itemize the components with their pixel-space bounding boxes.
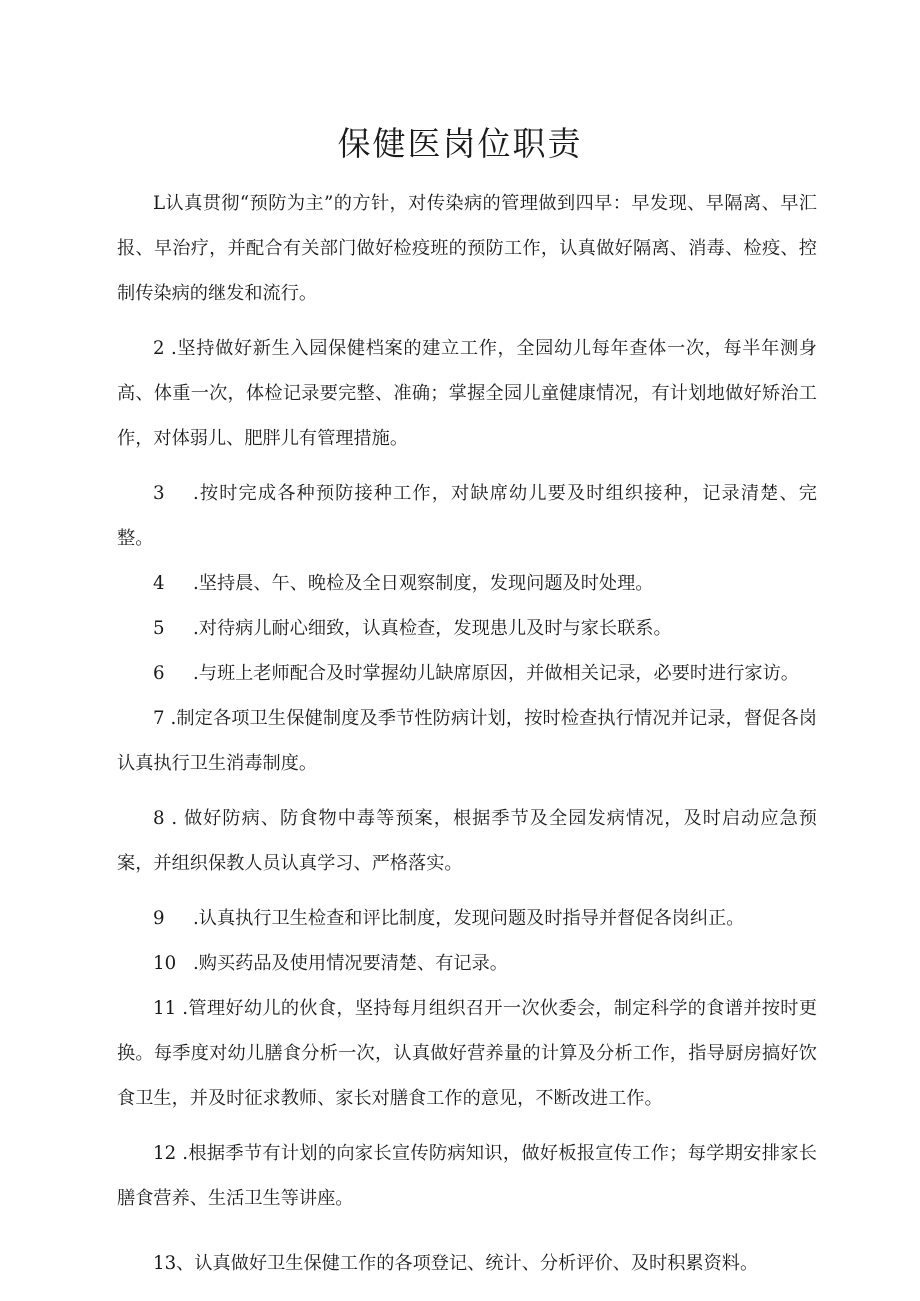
list-item: [117, 896, 817, 941]
list-item: [117, 606, 817, 651]
item-number: 8: [153, 808, 165, 829]
item-number: 12: [153, 1143, 177, 1164]
item-text: 认真贯彻“预防为主”的方针，对传染病的管理做到四早：早发现、早隔离、早汇报、早治疗，并配合有关部门做好检疫班的预防工作，认真做好隔离、消毒、检疫、控制传染病的继发和流行。: [117, 193, 817, 304]
item-text: .购买药品及使用情况要清楚、有记录。: [193, 953, 508, 974]
document-body: [117, 181, 817, 1286]
page-title: 保健医岗位职责: [337, 124, 583, 163]
item-number: 2: [153, 338, 165, 359]
item-text: .坚持做好新生入园保健档案的建立工作，全园幼儿每年查体一次，每半年测身高、体重一次，体检记录要完整、准确；掌握全园儿童健康情况，有计划地做好矫治工作，对体弱儿、肥胖儿有管理措施。: [117, 338, 817, 449]
item-number: 9: [153, 908, 165, 929]
item-text: .对待病儿耐心细致，认真检查，发现患儿及时与家长联系。: [193, 618, 672, 639]
item-text: . 做好防病、防食物中毒等预案，根据季节及全园发病情况，及时启动应急预案，并组织保教人员认真学习、严格落实。: [117, 808, 817, 874]
list-item: [117, 941, 817, 986]
item-number: L: [153, 193, 166, 214]
list-item: [117, 1131, 817, 1221]
list-item: [117, 796, 817, 886]
list-item: [117, 986, 817, 1121]
list-item: [117, 561, 817, 606]
list-item: [117, 326, 817, 461]
item-number: 11: [153, 998, 177, 1019]
item-text: .根据季节有计划的向家长宣传防病知识，做好板报宣传工作；每学期安排家长膳食营养、生活卫生等讲座。: [117, 1143, 817, 1209]
item-text: .与班上老师配合及时掌握幼儿缺席原因，并做相关记录，必要时进行家访。: [193, 663, 799, 684]
item-number: 3: [153, 483, 165, 504]
item-number: 10: [153, 953, 177, 974]
item-text: .管理好幼儿的伙食，坚持每月组织召开一次伙委会，制定科学的食谱并按时更换。每季度对幼儿膳食分析一次，认真做好营养量的计算及分析工作，指导厨房搞好饮食卫生，并及时征求教师、家长对膳食工作的意见，不断改进工作。: [117, 998, 817, 1109]
list-item: [117, 181, 817, 316]
item-text: .认真执行卫生检查和评比制度，发现问题及时指导并督促各岗纠正。: [193, 908, 745, 929]
item-number: 5: [153, 618, 165, 639]
item-text: 、认真做好卫生保健工作的各项登记、统计、分析评价、及时积累资料。: [176, 1253, 759, 1274]
item-number: 13: [153, 1253, 177, 1274]
list-item: [117, 651, 817, 696]
item-number: 6: [153, 663, 165, 684]
item-text: .按时完成各种预防接种工作，对缺席幼儿要及时组织接种，记录清楚、完整。: [117, 483, 817, 549]
item-number: 4: [153, 573, 165, 594]
item-text: .制定各项卫生保健制度及季节性防病计划，按时检查执行情况并记录，督促各岗认真执行卫生消毒制度。: [117, 708, 817, 774]
list-item: [117, 1241, 817, 1286]
item-text: .坚持晨、午、晚检及全日观察制度，发现问题及时处理。: [193, 573, 654, 594]
list-item: [117, 696, 817, 786]
list-item: [117, 471, 817, 561]
item-number: 7: [153, 708, 165, 729]
